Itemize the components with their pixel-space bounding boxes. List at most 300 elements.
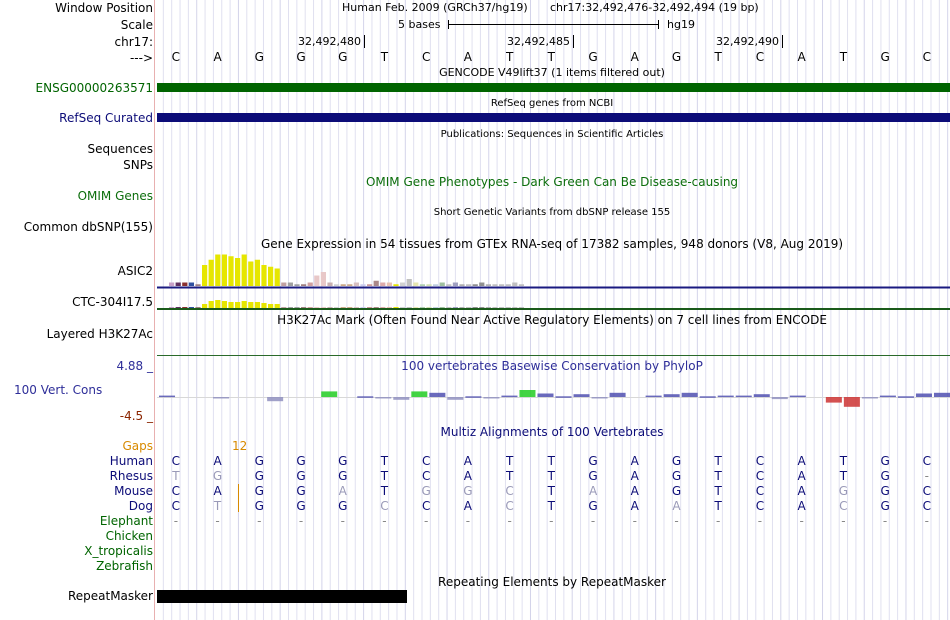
aligned-base: T [547, 484, 555, 498]
publications-title[interactable]: Publications: Sequences in Scientific Articles [440, 129, 664, 140]
aligned-base: G [296, 469, 306, 483]
aligned-base: - [215, 514, 220, 528]
refseq-item-label[interactable]: RefSeq Curated [59, 111, 153, 125]
gtex-bar-ctc[interactable] [519, 307, 524, 308]
scale-text: 5 bases [398, 18, 441, 31]
phylop-bar[interactable] [159, 396, 175, 398]
phylop-bar[interactable] [501, 396, 517, 398]
coord-label-1: 32,492,480 [298, 35, 361, 48]
sequences-label[interactable]: Sequences [87, 142, 153, 156]
gtex-bar-ctc[interactable] [202, 304, 207, 308]
gtex-bar-asic2[interactable] [519, 284, 524, 286]
gtex-bar-asic2[interactable] [393, 284, 398, 286]
aligned-base: - [882, 514, 888, 528]
aligned-base: - [799, 514, 804, 528]
phylop-bar[interactable] [700, 396, 716, 398]
aligned-base: C [505, 484, 514, 498]
aligned-base: C [421, 499, 431, 513]
phylop-min-label: -4.5 _ [119, 409, 153, 423]
aligned-base: - [424, 514, 429, 528]
gtex-bar-asic2[interactable] [209, 260, 214, 286]
coord-label-2: 32,492,485 [507, 35, 570, 48]
aligned-base: G [338, 469, 348, 483]
gtex-bar-asic2[interactable] [367, 284, 372, 286]
gtex-bar-ctc[interactable] [301, 307, 306, 308]
aligned-base: G [880, 454, 890, 468]
gtex-bar-asic2[interactable] [347, 284, 352, 286]
gtex-bar-ctc[interactable] [354, 307, 359, 308]
gtex-bar-asic2[interactable] [308, 283, 313, 287]
ref-base: C [755, 50, 765, 64]
aligned-base: T [380, 484, 389, 498]
gtex-bar-ctc[interactable] [473, 307, 478, 308]
aligned-base: G [880, 484, 890, 498]
h3k27ac-title[interactable]: H3K27Ac Mark (Often Found Near Active Regulatory Elements) on 7 cell lines from ENCODE [277, 313, 827, 327]
gtex-bar-ctc[interactable] [433, 307, 438, 308]
refseq-gene-bar[interactable] [157, 113, 950, 122]
coord-tick-2 [573, 35, 574, 48]
ref-base: C [171, 50, 181, 64]
aligned-base: T [172, 469, 180, 483]
gtex-bar-ctc[interactable] [268, 304, 273, 308]
gtex-bar-ctc[interactable] [446, 307, 451, 308]
phylop-bar[interactable] [610, 393, 626, 397]
gtex-bar-asic2[interactable] [459, 284, 464, 286]
aligned-base: T [839, 454, 848, 468]
gtex-bar-asic2[interactable] [314, 276, 319, 287]
phylop-bar[interactable] [357, 396, 373, 398]
assembly-short: hg19 [667, 18, 695, 31]
aligned-base: A [630, 484, 639, 498]
species-label[interactable]: Elephant [99, 514, 153, 528]
gtex-bar-ctc[interactable] [189, 307, 194, 308]
gtex-bar-asic2[interactable] [440, 283, 445, 287]
aligned-base: G [296, 484, 306, 498]
gtex-bar-ctc[interactable] [367, 307, 372, 308]
gtex-bar-ctc[interactable] [453, 307, 458, 308]
aligned-base: T [505, 469, 514, 483]
gtex-bar-ctc[interactable] [261, 303, 266, 308]
phylop-bar[interactable] [375, 397, 391, 399]
gtex-bar-asic2[interactable] [512, 283, 517, 287]
gtex-expression-chart[interactable] [157, 250, 950, 312]
coord-label-3: 32,492,490 [716, 35, 779, 48]
species-label[interactable]: X_tropicalis [84, 544, 153, 558]
snps-label[interactable]: SNPs [123, 158, 153, 172]
gtex-bar-ctc[interactable] [360, 307, 365, 308]
gtex-bar-asic2[interactable] [268, 267, 273, 286]
gtex-bar-ctc[interactable] [235, 302, 240, 308]
gtex-bar-ctc[interactable] [486, 307, 491, 308]
aligned-base: A [463, 454, 472, 468]
aligned-base: - [340, 514, 345, 528]
gtex-bar-ctc[interactable] [275, 304, 280, 308]
gtex-bar-asic2[interactable] [255, 260, 260, 286]
aligned-base: T [547, 469, 555, 483]
species-label[interactable]: Dog [128, 499, 153, 513]
phylop-bar[interactable] [411, 391, 427, 397]
gtex-bar-asic2[interactable] [413, 283, 418, 287]
phylop-bar[interactable] [447, 397, 463, 400]
gtex-bar-asic2[interactable] [466, 284, 471, 286]
aligned-base: - [549, 514, 554, 528]
phylop-chart[interactable] [157, 380, 950, 414]
gtex-bar-ctc[interactable] [248, 302, 253, 308]
gtex-bar-ctc[interactable] [492, 307, 497, 308]
aligned-base: C [755, 454, 765, 468]
ref-base: A [463, 50, 472, 64]
aligned-base: G [254, 484, 264, 498]
gtex-bar-ctc[interactable] [288, 307, 293, 308]
phylop-bar[interactable] [772, 397, 788, 399]
aligned-base: G [838, 484, 849, 498]
gtex-bar-ctc[interactable] [334, 307, 339, 308]
gtex-bar-asic2[interactable] [426, 284, 431, 286]
gtex-bar-ctc[interactable] [209, 301, 214, 308]
aligned-base: A [630, 454, 639, 468]
gtex-bar-ctc[interactable] [426, 307, 431, 308]
species-label[interactable]: Zebrafish [96, 559, 153, 573]
aligned-base: - [841, 514, 846, 528]
phylop-bar[interactable] [826, 397, 842, 403]
gtex-gene-asic2[interactable]: ASIC2 [117, 264, 153, 278]
repeatmasker-title[interactable]: Repeating Elements by RepeatMasker [438, 575, 666, 589]
species-label[interactable]: Human [109, 454, 153, 468]
aligned-base: T [547, 499, 555, 513]
aligned-base: A [588, 484, 598, 498]
gtex-bar-ctc[interactable] [195, 307, 200, 308]
aligned-base: - [507, 514, 512, 528]
gtex-gene-ctc[interactable]: CTC-304I17.5 [72, 295, 153, 309]
aligned-base: - [757, 514, 763, 528]
phylop-title[interactable]: 100 vertebrates Basewise Conservation by PhyloP [401, 359, 703, 373]
gtex-bar-ctc[interactable] [479, 307, 484, 308]
gtex-bar-asic2[interactable] [400, 283, 405, 287]
gtex-bar-asic2[interactable] [248, 262, 253, 287]
ref-base: G [338, 50, 348, 64]
gtex-bar-asic2[interactable] [360, 284, 365, 286]
gtex-bar-asic2[interactable] [453, 283, 458, 287]
phylop-bar[interactable] [844, 397, 860, 407]
ref-base: C [421, 50, 431, 64]
phylop-bar[interactable] [934, 393, 950, 397]
aligned-base: T [547, 454, 555, 468]
ref-base: G [254, 50, 264, 64]
phylop-bar[interactable] [718, 396, 734, 398]
ref-base: C [922, 50, 932, 64]
aligned-base: T [714, 499, 722, 513]
phylop-bar[interactable] [213, 397, 229, 399]
phylop-bar[interactable] [393, 397, 409, 400]
gtex-bar-asic2[interactable] [446, 284, 451, 286]
gencode-item-label[interactable]: ENSG00000263571 [35, 81, 153, 95]
gtex-bar-asic2[interactable] [433, 284, 438, 286]
gtex-bar-asic2[interactable] [486, 284, 491, 286]
h3k27ac-label[interactable]: Layered H3K27Ac [46, 327, 153, 341]
aligned-base: - [674, 514, 679, 528]
gtex-bar-ctc[interactable] [341, 307, 346, 308]
gtex-bar-asic2[interactable] [321, 272, 326, 286]
aligned-base: A [797, 454, 806, 468]
aligned-base: A [213, 454, 222, 468]
aligned-base: C [171, 499, 181, 513]
aligned-base: T [380, 454, 389, 468]
ref-base: T [839, 50, 848, 64]
phylop-bar[interactable] [754, 394, 770, 397]
gtex-bar-ctc[interactable] [512, 307, 517, 308]
aligned-base: C [922, 499, 932, 513]
aligned-base: C [755, 484, 765, 498]
aligned-base: C [421, 469, 431, 483]
coord-tick-1 [364, 35, 365, 48]
gtex-bar-asic2[interactable] [301, 284, 306, 286]
ref-base: G [588, 50, 598, 64]
aligned-base: G [671, 469, 682, 483]
gtex-bar-asic2[interactable] [354, 283, 359, 287]
gtex-bar-asic2[interactable] [492, 284, 497, 286]
gtex-bar-ctc[interactable] [255, 302, 260, 308]
gap-marker [238, 484, 239, 512]
omim-genes-label[interactable]: OMIM Genes [77, 189, 153, 203]
aligned-base: - [924, 469, 929, 483]
gtex-bar-asic2[interactable] [242, 255, 247, 287]
gtex-bar-ctc[interactable] [327, 307, 332, 308]
gtex-bar-asic2[interactable] [235, 258, 240, 286]
aligned-base: A [797, 484, 806, 498]
omim-title[interactable]: OMIM Gene Phenotypes - Dark Green Can Be Disease-causing [365, 175, 739, 189]
species-label[interactable]: Mouse [114, 484, 153, 498]
dbsnp-label[interactable]: Common dbSNP(155) [23, 220, 153, 234]
phylop-bar[interactable] [267, 397, 283, 401]
aligned-base: G [463, 484, 473, 498]
phylop-label[interactable]: 100 Vert. Cons [14, 383, 103, 397]
gtex-bar-ctc[interactable] [182, 307, 187, 308]
aligned-base: A [797, 499, 806, 513]
aligned-base: A [213, 484, 222, 498]
gtex-bar-asic2[interactable] [294, 284, 299, 286]
gtex-bar-ctc[interactable] [440, 307, 445, 308]
window-position-label: Window Position [55, 1, 153, 15]
aligned-base: G [421, 484, 431, 498]
assembly-title: Human Feb. 2009 (GRCh37/hg19) [342, 1, 528, 14]
phylop-bar[interactable] [321, 391, 337, 397]
gtex-title[interactable]: Gene Expression in 54 tissues from GTEx RNA-seq of 17382 samples, 948 donors (V8, Aug 2019) [260, 237, 844, 251]
gtex-bar-ctc[interactable] [347, 307, 352, 308]
gtex-bar-asic2[interactable] [215, 255, 220, 287]
aligned-base: G [671, 454, 682, 468]
ref-base: A [797, 50, 806, 64]
phylop-max-label: 4.88 _ [116, 359, 153, 373]
repeatmasker-label[interactable]: RepeatMasker [67, 589, 153, 603]
gtex-bar-asic2[interactable] [380, 283, 385, 287]
phylop-bar[interactable] [682, 393, 698, 397]
gtex-bar-asic2[interactable] [374, 281, 379, 286]
aligned-base: - [632, 514, 637, 528]
aligned-base: C [380, 499, 389, 513]
aligned-base: G [880, 469, 890, 483]
gtex-bar-ctc[interactable] [393, 307, 398, 308]
aligned-base: C [421, 454, 431, 468]
gtex-bar-ctc[interactable] [222, 301, 227, 308]
gtex-bar-asic2[interactable] [275, 269, 280, 287]
phylop-bar[interactable] [898, 396, 914, 398]
gtex-bar-asic2[interactable] [228, 256, 233, 286]
gtex-bar-ctc[interactable] [308, 307, 313, 308]
gencode-gene-bar[interactable] [157, 83, 950, 92]
gtex-bar-ctc[interactable] [506, 307, 511, 308]
gtex-bar-ctc[interactable] [499, 307, 504, 308]
gtex-bar-ctc[interactable] [176, 307, 181, 308]
gtex-bar-asic2[interactable] [420, 284, 425, 286]
aligned-base: G [296, 454, 306, 468]
aligned-base: T [380, 469, 389, 483]
phylop-bar[interactable] [646, 396, 662, 398]
ref-base: T [380, 50, 389, 64]
aligned-base: C [839, 499, 848, 513]
aligned-base: C [922, 454, 932, 468]
phylop-bar[interactable] [556, 396, 572, 398]
gtex-bar-ctc[interactable] [169, 307, 174, 308]
phylop-bar[interactable] [862, 397, 878, 399]
gtex-bar-ctc[interactable] [281, 307, 286, 308]
gtex-bar-asic2[interactable] [176, 283, 181, 287]
gtex-bar-ctc[interactable] [215, 300, 220, 308]
species-label[interactable]: Chicken [105, 529, 153, 543]
aligned-base: C [755, 499, 765, 513]
aligned-base: - [590, 514, 596, 528]
phylop-bar[interactable] [916, 394, 932, 398]
gtex-bar-asic2[interactable] [327, 283, 332, 287]
aligned-base: G [254, 454, 264, 468]
aligned-base: G [296, 499, 306, 513]
gtex-bar-ctc[interactable] [314, 307, 319, 308]
gtex-bar-asic2[interactable] [189, 283, 194, 287]
gtex-bar-asic2[interactable] [288, 283, 293, 287]
aligned-base: G [254, 499, 264, 513]
aligned-base: G [588, 469, 598, 483]
gtex-bar-ctc[interactable] [400, 307, 405, 308]
gtex-bar-ctc[interactable] [228, 302, 233, 308]
gaps-label: Gaps [122, 439, 153, 453]
gtex-bar-asic2[interactable] [182, 283, 187, 287]
aligned-base: C [505, 499, 514, 513]
aligned-base: C [171, 484, 181, 498]
phylop-bar[interactable] [519, 390, 535, 397]
gtex-bar-ctc[interactable] [294, 307, 299, 308]
gtex-bar-asic2[interactable] [202, 265, 207, 286]
gtex-bar-asic2[interactable] [387, 283, 392, 287]
gtex-bar-ctc[interactable] [387, 307, 392, 308]
gap-count: 12 [232, 439, 248, 453]
gtex-bar-ctc[interactable] [466, 307, 471, 308]
aligned-base: G [671, 484, 682, 498]
repeatmasker-element[interactable] [157, 590, 407, 603]
ref-base: A [630, 50, 639, 64]
gtex-bar-ctc[interactable] [242, 301, 247, 308]
dbsnp-title[interactable]: Short Genetic Variants from dbSNP release 155 [433, 207, 671, 218]
position-readout[interactable]: chr17:32,492,476-32,492,494 (19 bp) [550, 1, 759, 14]
aligned-base: G [338, 454, 348, 468]
gtex-bar-asic2[interactable] [479, 283, 484, 287]
phylop-bar[interactable] [429, 393, 445, 397]
gtex-bar-asic2[interactable] [281, 283, 286, 287]
aligned-base: - [924, 514, 929, 528]
gtex-bar-ctc[interactable] [407, 307, 412, 308]
strand-label: ---> [129, 51, 153, 65]
gtex-bar-asic2[interactable] [499, 284, 504, 286]
aligned-base: - [257, 514, 262, 528]
aligned-base: T [213, 499, 222, 513]
ref-base: T [505, 50, 514, 64]
aligned-base: C [922, 484, 932, 498]
chrom-label: chr17: [114, 35, 153, 49]
aligned-base: T [714, 454, 722, 468]
phylop-bar[interactable] [664, 394, 680, 397]
aligned-base: G [212, 469, 223, 483]
gtex-bar-asic2[interactable] [334, 284, 339, 286]
gtex-bar-asic2[interactable] [341, 284, 346, 286]
gtex-bar-ctc[interactable] [321, 307, 326, 308]
ref-base: A [213, 50, 222, 64]
aligned-base: - [382, 514, 387, 528]
h3k27ac-baseline [157, 355, 950, 356]
phylop-bar[interactable] [537, 394, 553, 398]
phylop-bar[interactable] [574, 394, 590, 397]
species-label[interactable]: Rhesus [109, 469, 153, 483]
aligned-base: A [630, 469, 639, 483]
gtex-bar-ctc[interactable] [459, 307, 464, 308]
gtex-bar-asic2[interactable] [261, 265, 266, 286]
gtex-bar-ctc[interactable] [374, 307, 379, 308]
aligned-base: A [338, 484, 347, 498]
gtex-bar-asic2[interactable] [407, 279, 412, 286]
phylop-bar[interactable] [736, 396, 752, 398]
gtex-bar-asic2[interactable] [473, 284, 478, 286]
phylop-bar[interactable] [465, 396, 481, 398]
gtex-bar-asic2[interactable] [195, 284, 200, 286]
aligned-base: A [463, 469, 472, 483]
phylop-bar[interactable] [880, 396, 896, 398]
gtex-bar-ctc[interactable] [380, 307, 385, 308]
ref-base: T [547, 50, 555, 64]
gtex-bar-asic2[interactable] [222, 255, 227, 287]
ref-base: T [714, 50, 722, 64]
aligned-base: T [839, 469, 848, 483]
aligned-base: T [714, 484, 722, 498]
coord-tick-3 [782, 35, 783, 48]
phylop-bar[interactable] [483, 397, 499, 399]
ref-base: G [880, 50, 890, 64]
aligned-base: - [465, 514, 471, 528]
aligned-base: T [714, 469, 722, 483]
multiz-title[interactable]: Multiz Alignments of 100 Vertebrates [440, 425, 664, 439]
aligned-base: A [630, 499, 639, 513]
gtex-bar-ctc[interactable] [420, 307, 425, 308]
gtex-bar-asic2[interactable] [506, 284, 511, 286]
aligned-base: C [171, 454, 181, 468]
gtex-bar-ctc[interactable] [413, 307, 418, 308]
scale-bar [448, 20, 659, 29]
phylop-bar[interactable] [592, 397, 608, 399]
refseq-title[interactable]: RefSeq genes from NCBI [490, 98, 614, 109]
gtex-bar-asic2[interactable] [169, 283, 174, 287]
aligned-base: A [797, 469, 806, 483]
gencode-title[interactable]: GENCODE V49lift37 (1 items filtered out) [439, 66, 665, 79]
ref-base: G [296, 50, 306, 64]
scale-label: Scale [120, 18, 153, 32]
aligned-base: G [588, 499, 598, 513]
phylop-bar[interactable] [790, 396, 806, 398]
